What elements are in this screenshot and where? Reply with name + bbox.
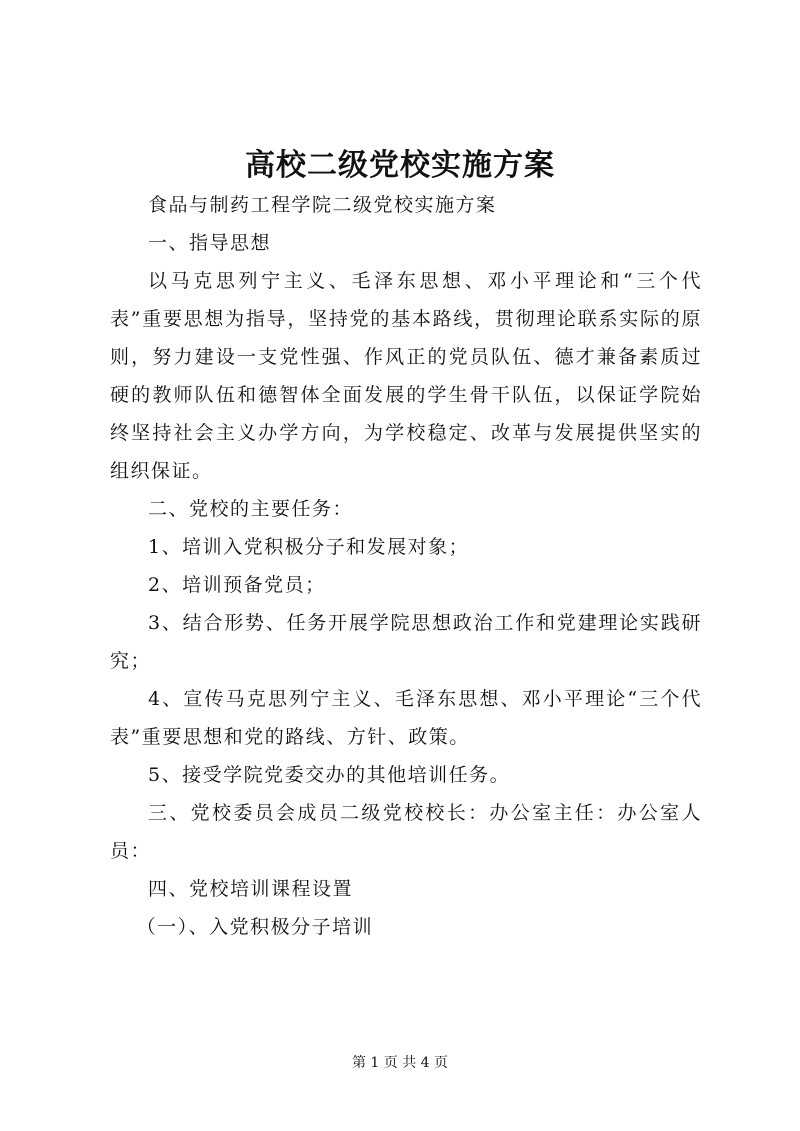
subtitle-paragraph: 食品与制药工程学院二级党校实施方案 bbox=[148, 194, 497, 216]
page-footer: 第 1 页 共 4 页 bbox=[351, 1055, 449, 1071]
task-item-3: 3、结合形势、任务开展学院思想政治工作和党建理论实践研究； bbox=[110, 612, 702, 672]
section-heading-guiding-ideology: 一、指导思想 bbox=[148, 232, 272, 254]
section-heading-courses: 四、党校培训课程设置 bbox=[148, 878, 354, 900]
section-heading-committee: 三、党校委员会成员二级党校校长：办公室主任：办公室人员： bbox=[110, 802, 702, 862]
document-title: 高校二级党校实施方案 bbox=[245, 148, 555, 183]
task-item-4: 4、宣传马克思列宁主义、毛泽东思想、邓小平理论“三个代表”重要思想和党的路线、方针、政策。 bbox=[110, 688, 702, 748]
section-heading-main-tasks: 二、党校的主要任务： bbox=[148, 498, 354, 520]
guiding-ideology-paragraph: 以马克思列宁主义、毛泽东思想、邓小平理论和“三个代表”重要思想为指导，坚持党的基本路线，贯彻理论联系实际的原则，努力建设一支党性强、作风正的党员队伍、德才兼备素质过硬的教师队伍和德智体全面发展的学生骨干队伍，以保证学院始终坚持社会主义办学方向，为学校稳定、改革与发展提供坚实的组织保证。 bbox=[110, 270, 702, 482]
task-item-2: 2、培训预备党员； bbox=[148, 574, 326, 596]
subsection-heading-activist-training: （一）、入党积极分子培训 bbox=[136, 916, 374, 938]
document-body bbox=[110, 186, 702, 946]
task-item-5: 5、接受学院党委交办的其他培训任务。 bbox=[148, 764, 511, 786]
task-item-1: 1、培训入党积极分子和发展对象； bbox=[148, 536, 470, 558]
